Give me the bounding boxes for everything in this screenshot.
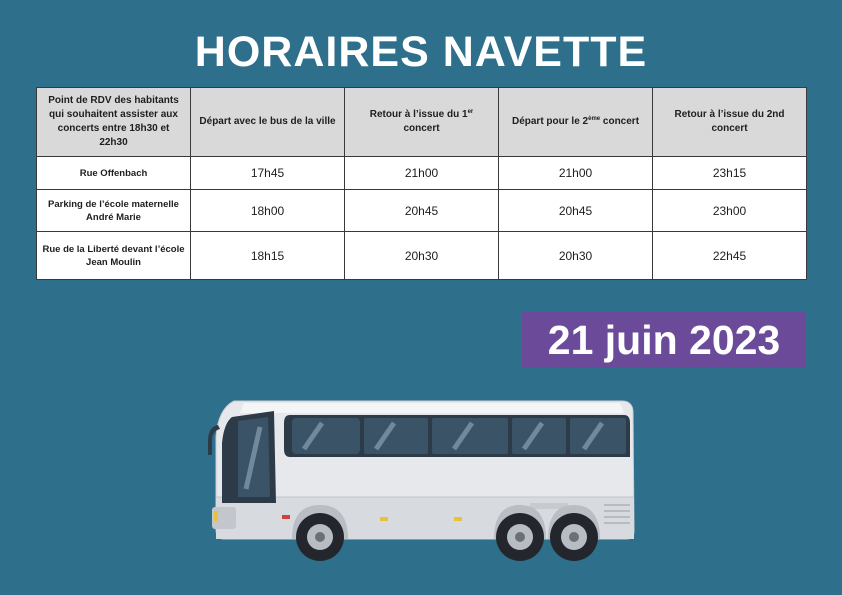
wheel-icon xyxy=(550,513,598,561)
header-departure-city-bus: Départ avec le bus de la ville xyxy=(191,88,345,157)
time-cell: 20h30 xyxy=(345,232,499,280)
page-title: HORAIRES NAVETTE xyxy=(194,28,648,76)
time-cell: 18h15 xyxy=(191,232,345,280)
coach-bus-icon xyxy=(204,397,636,563)
time-cell: 21h00 xyxy=(499,157,653,190)
time-cell: 17h45 xyxy=(191,157,345,190)
stop-cell: Rue de la Liberté devant l’école Jean Moulin xyxy=(37,232,191,280)
time-cell: 22h45 xyxy=(653,232,807,280)
table-row xyxy=(37,157,807,190)
time-cell: 20h45 xyxy=(499,190,653,232)
time-cell: 20h30 xyxy=(499,232,653,280)
time-cell: 23h00 xyxy=(653,190,807,232)
wheel-icon xyxy=(296,513,344,561)
table-row xyxy=(37,232,807,280)
stop-cell: Parking de l’école maternelle André Marie xyxy=(37,190,191,232)
time-cell: 23h15 xyxy=(653,157,807,190)
header-meeting-point: Point de RDV des habitants qui souhaitent assister aux concerts entre 18h30 et 22h30 xyxy=(37,88,191,157)
event-date-badge: 21 juin 2023 xyxy=(522,312,806,368)
time-cell: 20h45 xyxy=(345,190,499,232)
header-return-second-concert: Retour à l’issue du 2nd concert xyxy=(653,88,807,157)
wheel-icon xyxy=(496,513,544,561)
schedule-table xyxy=(36,87,807,280)
header-return-first-concert: Retour à l’issue du 1er concert xyxy=(345,88,499,157)
table-row xyxy=(37,190,807,232)
time-cell: 21h00 xyxy=(345,157,499,190)
stop-cell: Rue Offenbach xyxy=(37,157,191,190)
header-departure-second-concert: Départ pour le 2ème concert xyxy=(499,88,653,157)
time-cell: 18h00 xyxy=(191,190,345,232)
table-header-row xyxy=(37,88,807,157)
